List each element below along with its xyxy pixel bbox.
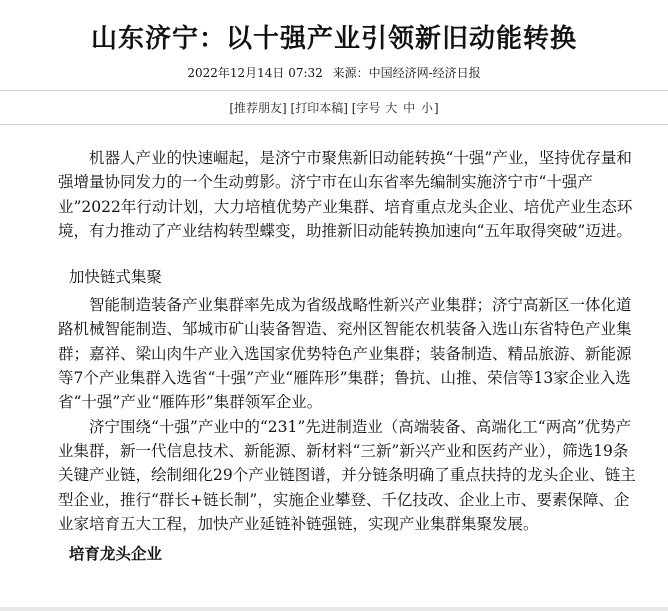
article-title: 山东济宁：以十强产业引领新旧动能转换 bbox=[90, 24, 577, 54]
font-size-small-link[interactable]: 小 bbox=[420, 101, 433, 115]
divider bbox=[0, 124, 668, 125]
article-body bbox=[58, 146, 638, 570]
publish-date: 2022年12月14日 07:32 bbox=[187, 66, 323, 80]
intro-paragraph: 机器人产业的快速崛起，是济宁市聚焦新旧动能转换“十强”产业，坚持优存量和强增量协同发力的一个生动剪影。济宁市在山东省率先编制实施济宁市“十强产业”2022年行动计划，大力培植优势产业集群、培育重点龙头企业、培优产业生态环境，有力推动了产业结构转型蝶变，助推新旧动能转换加速向“五年取得突破”迈进。 bbox=[58, 149, 633, 240]
body-paragraph: 智能制造装备产业集群率先成为省级战略性新兴产业集群；济宁高新区一体化道路机械智能制造、邹城市矿山装备智造、兖州区智能农机装备入选山东省特色产业集群；嘉祥、梁山肉牛产业入选国家优势特色产业集群；装备制造、精品旅游、新能源等7个产业集群入选省“十强”产业“雁阵形”集群；鲁抗、山推、荣信等13家企业入选省“十强”产业“雁阵形”集群领军企业。 bbox=[58, 296, 632, 412]
bottom-edge bbox=[0, 607, 668, 611]
article-meta bbox=[0, 64, 668, 81]
article-tools bbox=[0, 99, 668, 116]
section-heading: 培育龙头企业 bbox=[68, 544, 162, 564]
print-article-link[interactable]: [打印本稿] bbox=[290, 101, 348, 115]
divider bbox=[0, 90, 668, 91]
body-paragraph: 济宁围绕“十强”产业中的“231”先进制造业（高端装备、高端化工“两高”优势产业集群，新一代信息技术、新能源、新材料“三新”新兴产业和医药产业），筛选19条关键产业链，绘制细化29个产业链图谱，并分链条明确了重点扶持的龙头企业、链主型企业，推行“群长+链长制”，实施企业攀登、千亿技改、企业上市、要素保障、企业家培育五大工程，加快产业延链补链强链，实现产业集群集聚发展。 bbox=[58, 417, 636, 533]
font-size-label-open: [字号 bbox=[351, 101, 381, 115]
font-size-label-close: ] bbox=[433, 101, 439, 115]
article-source: 来源：中国经济网-经济日报 bbox=[332, 66, 481, 80]
section-heading: 加快链式集聚 bbox=[68, 268, 162, 287]
recommend-friend-link[interactable]: [推荐朋友] bbox=[229, 101, 287, 115]
font-size-medium-link[interactable]: 中 bbox=[403, 101, 416, 115]
font-size-large-link[interactable]: 大 bbox=[385, 101, 398, 115]
